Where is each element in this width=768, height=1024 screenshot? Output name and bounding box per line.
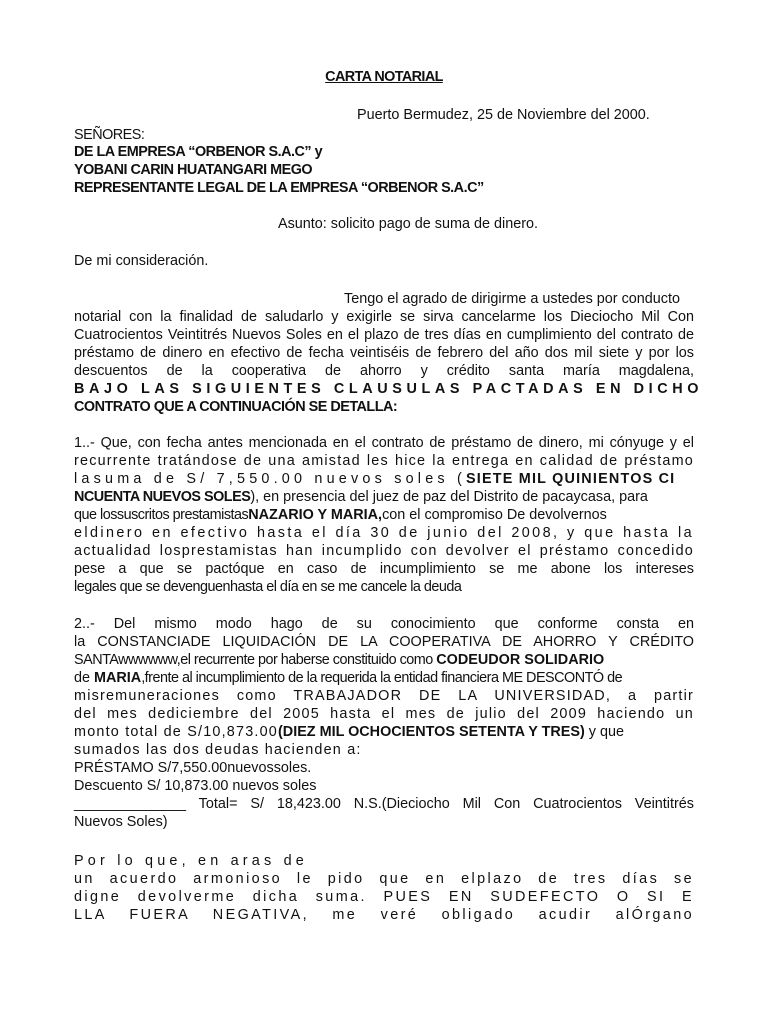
intro-line-4: préstamo de dinero en efectivo de fecha veintiséis de febrero del año dos mil siete y por los [74,345,694,361]
clause1-line-2: recurrente tratándose de una amistad les hice la entrega en calidad de préstamo [74,453,694,469]
recipient-company: DE LA EMPRESA “ORBENOR S.A.C” y [74,144,323,160]
intro-line-3: Cuatrocientos Veintitrés Nuevos Soles en el plazo de tres días en cumplimiento del contrato de [74,327,694,343]
subject-line: Asunto: solicito pago de suma de dinero. [278,216,538,232]
closing-line-4: LLA FUERA NEGATIVA, me veré obligado acudir alÓrgano [74,907,694,923]
clause2-maria-name: MARIA [94,670,142,686]
clause1-line-9: legales que se devenguenhasta el día en se me cancele la deuda [74,579,462,595]
closing-line-2: un acuerdo armonioso le pido que en elplazo de tres días se [74,871,694,887]
clause1-amount-words: SIETE MIL QUINIENTOS CI [466,471,676,487]
clause1-line-3 [74,470,694,488]
clause2-line-6: del mes dediciembre del 2005 hasta el mes de julio del 2009 haciendo un [74,706,694,722]
clause1-line-1: 1..- Que, con fecha antes mencionada en el contrato de préstamo de dinero, mi cónyuge y el [74,435,694,451]
clause1-line-6: eldinero en efectivo hasta el día 30 de junio del 2008, y que hasta la [74,525,694,541]
clause2-line-8: sumados las dos deudas hacienden a: [74,742,362,758]
closing-line-3: digne devolverme dicha suma. PUES EN SUDEFECTO O SI E [74,889,694,905]
clause1-presence-text: ), en presencia del juez de paz del Distrito de pacaycasa, para [250,489,648,505]
intro-line-2: notarial con la finalidad de saludarlo y exigirle se sirva cancelarme los Dieciocho Mil Con [74,309,694,325]
intro-line-5: descuentos de la cooperativa de ahorro y crédito santa maría magdalena, [74,363,694,379]
salutation: De mi consideración. [74,253,209,269]
clause2-line-5: misremuneraciones como TRABAJADOR DE LA UNIVERSIDAD, a partir [74,688,694,704]
clause2-of-text: de [74,670,95,686]
recipient-greeting: SEÑORES: [74,127,145,143]
clause2-line-4 [74,669,694,687]
letter-title: CARTA NOTARIAL [325,69,443,85]
clause1-line-7: actualidad losprestamistas han incumplido con devolver el préstamo concedido [74,543,694,559]
clause1-amount-words-end: NCUENTA NUEVOS SOLES [74,489,251,505]
recipient-representative: REPRESENTANTE LEGAL DE LA EMPRESA “ORBENOR S.A.C” [74,180,484,196]
clause1-commitment-text: con el compromiso De devolvernos [382,507,607,523]
clause2-line-3 [74,651,694,669]
closing-line-1: Por lo que, en aras de [74,853,309,869]
clause2-line-2: la CONSTANCIADE LIQUIDACIÓN DE LA COOPERATIVA DE AHORRO Y CRÉDITO [74,634,694,650]
clause1-line-5 [74,506,694,524]
clause2-codebtor-label: CODEUDOR SOLIDARIO [436,652,605,668]
clause2-and-that: y que [584,724,624,740]
intro-line-6: BAJO LAS SIGUIENTES CLAUSULAS PACTADAS EN DICHO [74,381,704,397]
clause2-total-words-end: Nuevos Soles) [74,814,168,830]
place-date: Puerto Bermudez, 25 de Noviembre del 2000. [357,107,650,123]
clause2-discount-text: ,frente al incumplimiento de la requerida la entidad financiera ME DESCONTÓ de [141,670,623,686]
clause2-total-amount: monto total de S/10,873.00 [74,724,279,740]
clause1-line-8: pese a que se pactóque en caso de incumplimiento se me abone los intereses [74,561,694,577]
clause2-codebtor-text: SANTAwwwwww,el recurrente por haberse constituido como [74,652,437,668]
recipient-name: YOBANI CARIN HUATANGARI MEGO [74,162,313,178]
clause2-line-7 [74,723,694,741]
clause2-grand-total: ______________ Total= S/ 18,423.00 N.S.(Dieciocho Mil Con Cuatrocientos Veintitrés [74,796,694,812]
clause2-discount-amount: Descuento S/ 10,873.00 nuevos soles [74,778,317,794]
clause2-total-words: (DIEZ MIL OCHOCIENTOS SETENTA Y TRES) [278,724,585,740]
clause1-lenders-text: que lossuscritos prestamistas [74,507,249,523]
intro-line-1: Tengo el agrado de dirigirme a ustedes por conducto [344,291,680,307]
clause1-line-4 [74,488,694,506]
clause2-loan-amount: PRÉSTAMO S/7,550.00nuevossoles. [74,760,312,776]
clause1-amount-text: lasuma de S/ 7,550.00 nuevos soles ( [74,471,466,487]
intro-line-7: CONTRATO QUE A CONTINUACIÓN SE DETALLA: [74,399,398,415]
clause1-lender-names: NAZARIO Y MARIA, [248,507,383,523]
clause2-line-1: 2..- Del mismo modo hago de su conocimiento que conforme consta en [74,616,694,632]
